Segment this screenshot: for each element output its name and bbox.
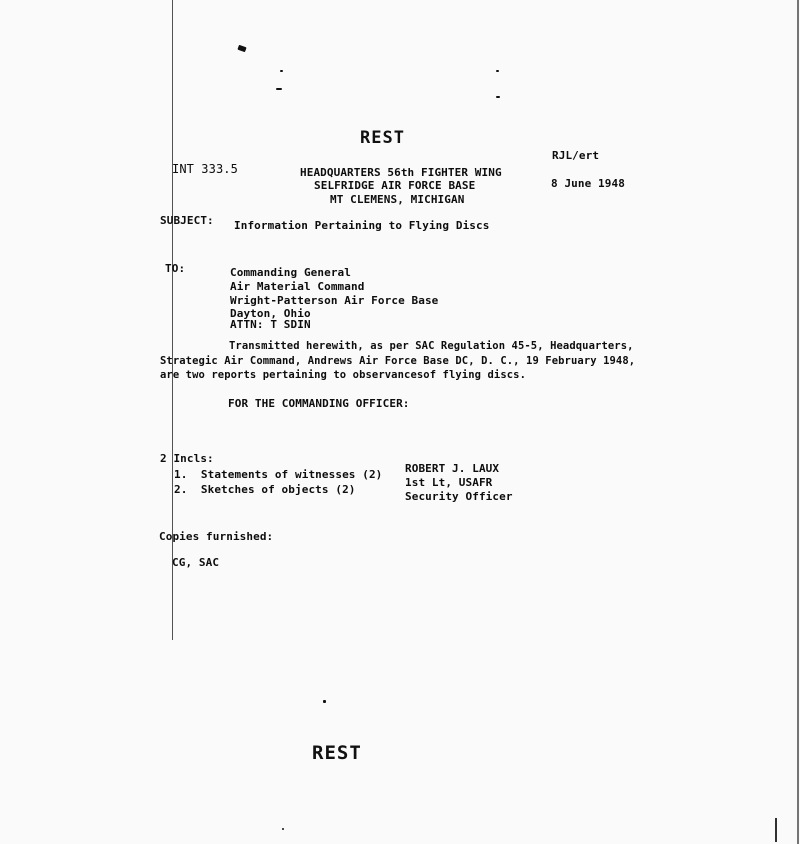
scan-speck: [282, 828, 284, 830]
header-line-1: HEADQUARTERS 56th FIGHTER WING: [300, 166, 502, 179]
scan-speck: [280, 70, 283, 72]
to-line: Dayton, Ohio: [230, 307, 311, 320]
header-line-3: MT CLEMENS, MICHIGAN: [330, 193, 465, 206]
enclosure-item: 2. Sketches of objects (2): [174, 483, 356, 496]
scan-mark: [775, 818, 777, 842]
to-line: Commanding General: [230, 266, 352, 279]
typist-initials: RJL/ert: [552, 149, 600, 162]
to-line: ATTN: T SDIN: [230, 318, 311, 331]
scan-speck: [323, 700, 326, 703]
enclosure-item: 1. Statements of witnesses (2): [174, 468, 383, 481]
to-line: Wright-Patterson Air Force Base: [230, 294, 439, 307]
scan-speck: [496, 70, 499, 72]
signature-name: ROBERT J. LAUX: [405, 462, 500, 475]
body-line-3: are two reports pertaining to observancesof flying discs.: [160, 369, 527, 381]
scan-speck: [496, 96, 500, 98]
body-line-2: Strategic Air Command, Andrews Air Force Base DC, D. C., 19 February 1948,: [160, 355, 636, 367]
scan-fold-line: [172, 0, 173, 640]
subject-label: SUBJECT:: [160, 214, 214, 227]
file-reference: INT 333.5: [172, 162, 238, 176]
restricted-stamp-top: REST: [360, 128, 405, 148]
signature-title: Security Officer: [405, 490, 513, 503]
body-line-1: Transmitted herewith, as per SAC Regulation 45-5, Headquarters,: [229, 340, 634, 352]
enclosures-label: 2 Incls:: [160, 452, 214, 465]
scan-speck: [276, 88, 282, 90]
for-commanding-officer: FOR THE COMMANDING OFFICER:: [228, 397, 410, 410]
scan-speck: [237, 45, 246, 52]
scan-right-edge: [797, 0, 799, 844]
subject-text: Information Pertaining to Flying Discs: [234, 219, 490, 232]
header-line-2: SELFRIDGE AIR FORCE BASE: [314, 179, 476, 192]
to-line: Air Material Command: [230, 280, 365, 293]
copies-furnished-to: CG, SAC: [172, 556, 220, 569]
copies-furnished-label: Copies furnished:: [159, 530, 274, 543]
to-label: TO:: [165, 262, 186, 275]
signature-rank: 1st Lt, USAFR: [405, 476, 493, 489]
document-date: 8 June 1948: [551, 177, 625, 190]
restricted-stamp-bottom: REST: [312, 742, 362, 764]
